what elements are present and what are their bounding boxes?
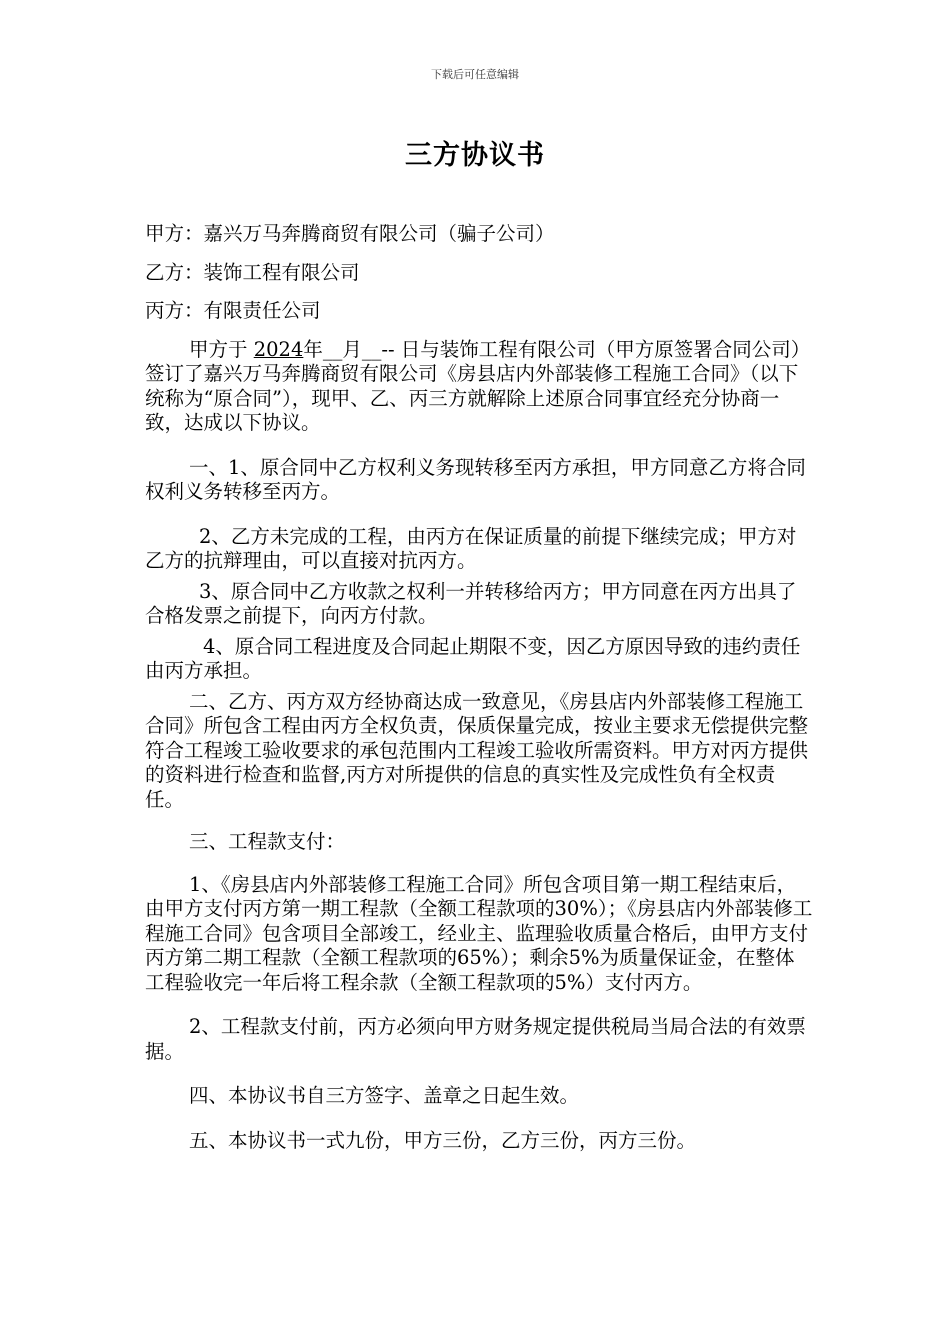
clause-3-heading: 三、工程款支付： — [189, 830, 346, 853]
intro-year-unit: 年 — [303, 337, 323, 361]
clause-4: 四、本协议书自三方签字、盖章之日起生效。 — [189, 1084, 580, 1107]
party-a: 甲方：嘉兴万马奔腾商贸有限公司（骗子公司） — [145, 222, 555, 245]
intro-paragraph — [145, 338, 813, 436]
intro-month-blank: __ — [322, 337, 343, 361]
party-c: 丙方：有限责任公司 — [145, 299, 321, 322]
document-title: 三方协议书 — [405, 140, 545, 171]
intro-rest: 日与装饰工程有限公司（甲方原签署合同公司）签订了嘉兴万马奔腾商贸有限公司《房县店内外部装修工程施工合同》（以下统称为“原合同”），现甲、乙、丙三方就解除上述原合同事宜经充分协商一致，达成以下协议。 — [145, 337, 811, 434]
intro-day-blank: __-- — [361, 337, 395, 361]
clause-1-1: 一、1、原合同中乙方权利义务现转移至丙方承担，甲方同意乙方将合同权利义务转移至丙方。 — [145, 455, 806, 503]
party-b: 乙方：装饰工程有限公司 — [145, 260, 360, 284]
header-note: 下载后可任意编辑 — [431, 68, 519, 81]
document-body — [145, 222, 813, 1166]
intro-year: 2024 — [253, 337, 304, 361]
intro-month-unit: 月 — [342, 337, 362, 361]
clause-1-2: 2、乙方未完成的工程，由丙方在保证质量的前提下继续完成；甲方对乙方的抗辩理由，可以直接对抗丙方。 — [145, 524, 797, 572]
intro-prefix: 甲方于 — [189, 337, 248, 361]
clause-2: 二、乙方、丙方双方经协商达成一致意见，《房县店内外部装修工程施工合同》所包含工程由丙方全权负责，保质保量完成，按业主要求无偿提供完整符合工程竣工验收要求的承包范围内工程竣工验收所需资料。甲方对丙方提供的资料进行检查和监督,丙方对所提供的信息的真实性及完成性负有全权责任。 — [145, 689, 809, 811]
clause-1-3: 3、原合同中乙方收款之权利一并转移给丙方；甲方同意在丙方出具了合格发票之前提下，向丙方付款。 — [145, 579, 797, 627]
clause-5: 五、本协议书一式九份，甲方三份，乙方三份，丙方三份。 — [189, 1128, 697, 1152]
clause-3-2: 2、工程款支付前，丙方必须向甲方财务规定提供税局当局合法的有效票据。 — [145, 1015, 806, 1063]
clause-1-4: 4、原合同工程进度及合同起止期限不变，因乙方原因导致的违约责任由丙方承担。 — [145, 634, 801, 682]
clause-3-1: 1、《房县店内外部装修工程施工合同》所包含项目第一期工程结束后，由甲方支付丙方第一期工程款（全额工程款项的30%）；《房县店内外部装修工程施工合同》包含项目全部竣工，经业主、监理验收质量合格后，由甲方支付丙方第二期工程款（全额工程款项的65%）；剩余5%为质量保证金，在整体工程验收完一年后将工程余款（全额工程款项的5%）支付丙方。 — [145, 872, 813, 994]
